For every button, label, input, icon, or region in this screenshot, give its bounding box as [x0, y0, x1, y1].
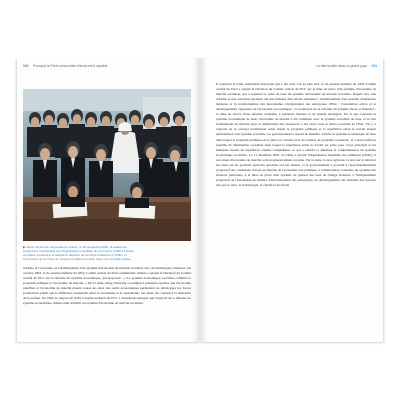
- conference-photo: [23, 89, 191, 241]
- left-body-text: [23, 266, 191, 306]
- right-paragraph: Il s'agissait là d'une réalisation historique qui a fait date. Un an plus tard, la 3e session plénière du XIVe Comité central du Parti a adopté la Décision du Comité central du PCC sur la mise en place d'un système d'économie de marché socialiste, qui a esquissé le cadre de base du système d'économie de marché socialiste. Depuis lors, une réforme et une ouverture globales ont été réalisées dans divers domaines : l'établissement d'un système d'entreprise moderne et la transformation des mécanismes d'exploitation des entreprises d'État ; l'orientation active et le développement vigoureux de l'économie non publique ; la promotion de la réforme du système fiscal et financier ; la mise en œuvre d'une réforme complète, à plusieurs niveaux et de grande envergure. En ce qui concerne le système économique de base, l'économie de marché a été combinée avec le système socialiste de base, et le rôle fondamental du marché pour la distribution des ressources a été placé sous le macro-contrôle de l'État. S'il y a toujours eu le concept traditionnel selon lequel la propriété publique et la répartition selon le travail étaient équivalentes à un système socialiste. Le gouvernement a réparti de manière créative le système économique de base dans lequel la propriété publique est le pilier et coexiste avec les formes de propriété coexistent ; il a aussi défini le système de distribution socialiste dans lequel la répartition selon le travail est prise pour corps principal et les multiples modes de répartition comme complément, ce qui a enrichi et amélioré la compréhension du système économique socialiste. Le 11 décembre 2001, la Chine a rejoint l'Organisation mondiale du commerce (OMC) et son statut d'économie de marché a été progressivement reconnu. Par la suite, la taxe agricole, la taxe sur le bétail et les taxes sur les produits agricoles spéciaux ont été abolies, et le gouvernement a procédé à l'approfondissement progressif des conditions d'accès au marché de l'économie non publique, à l'amélioration constante du système des finances publiques, à la mise en place d'un système de gestion des taux de change flottants, à l'élargissement progressif de l'autonomie en matière d'investissement des entreprises, au développement des marchés des facteurs tels que la terre, la technologie, le capital et les droits: [216, 82, 376, 187]
- right-page: [200, 58, 383, 342]
- photo-caption-text: Après 15 ans de négociations ardues, le 10 novembre 2001, la quatrième conférence ministérielle de l'Organisation mondiale du commerce (OMC) à Doha, au Qatar, a examiné et adopté la décision de la Chine d'adhérer à l'OMC, et l'accession de la Chine au niveau mondial est entrée dans une nouvelle phase.: [23, 245, 135, 262]
- caption-marker-icon: ▶: [23, 245, 26, 249]
- book-gutter: [193, 58, 207, 342]
- left-page: [17, 58, 200, 342]
- right-body-text: [216, 82, 376, 188]
- left-running-title: Pourquoi le Parti communiste chinois est-il capable: [33, 64, 108, 68]
- conference-photo-image: [23, 89, 191, 241]
- right-page-number: 041: [371, 64, 377, 68]
- photo-caption: [23, 245, 137, 261]
- right-running-title: La démocratie dans un grand pays: [316, 64, 367, 68]
- left-page-number: 040: [23, 64, 29, 68]
- left-paragraph: réforme et l'ouverture en l'établissement d'un système d'économie de marché socialiste aux caractéristiques chinoises. En octobre 1993, la 3e session plénière du XIVe Comité central du Parti communiste chinois a adopté la Décision du Comité central du PCC sur la réforme du système économique, qui proposait : « Le système économique socialiste combine la propriété publique et l'économie de marché. » Par la suite, Deng Xiaoping a souligné à plusieurs reprises que l'économie planifiée et l'économie de marché étaient toutes les deux des outils économiques permettant de développer les forces productives plutôt que la différence essentielle entre le socialisme et le capitalisme. Ses idées ont conduit à la libération de la pensée. En 1992, le rapport du XIVe Congrès national du PCC a clairement souligné que l'objectif de la réforme du système économique chinois était d'établir un système d'économie de marché socialiste.: [23, 266, 191, 306]
- book-spread: [17, 58, 383, 342]
